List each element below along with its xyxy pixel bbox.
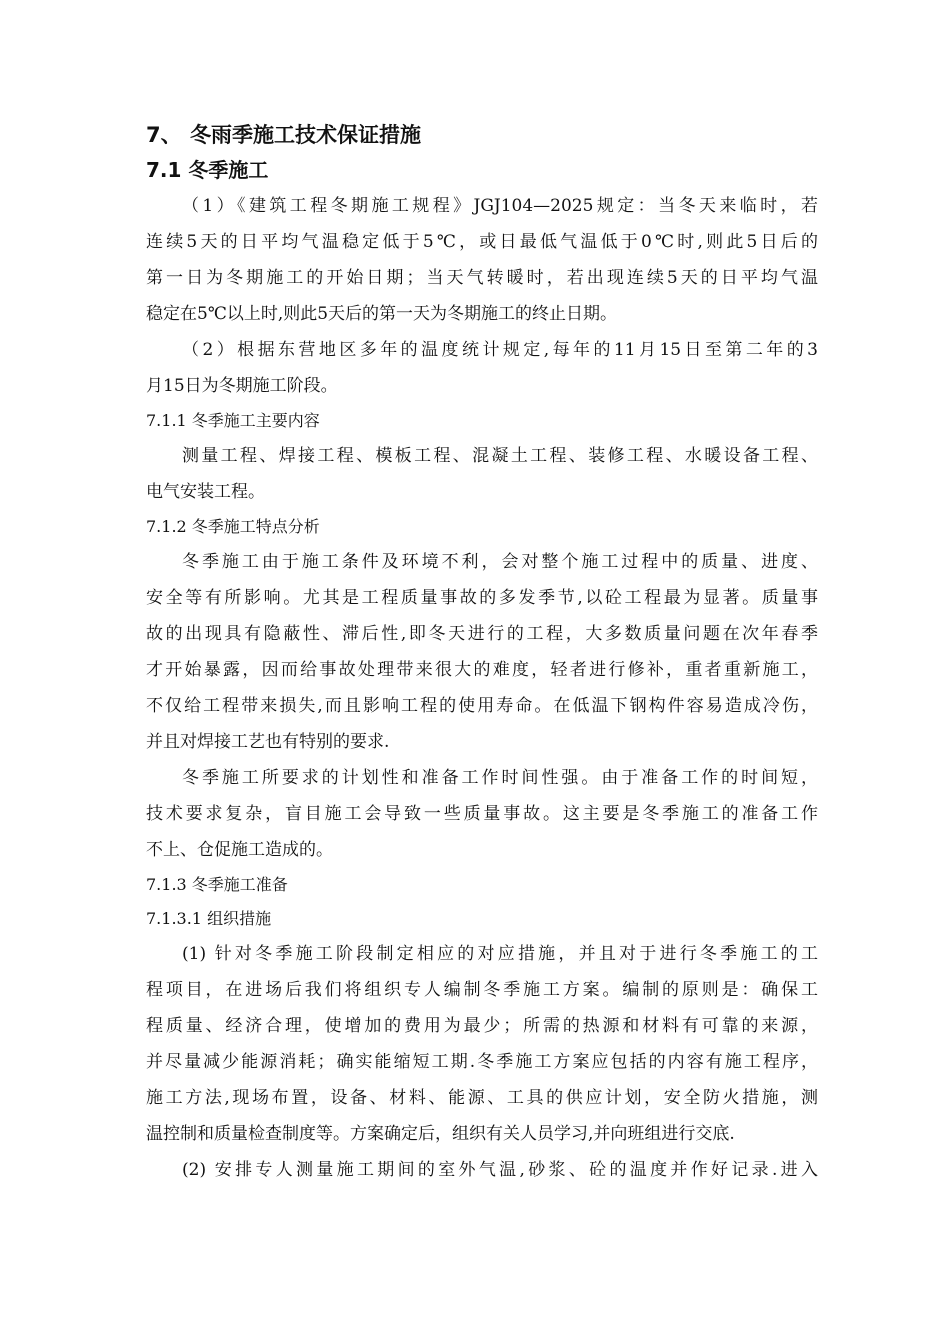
text-line: 第一日为冬期施工的开始日期；当天气转暖时，若出现连续5天的日平均气温 [146,268,818,288]
text-line: 并且对焊接工艺也有特别的要求. [146,732,390,752]
section-7-1-2-heading: 7.1.2 冬季施工特点分析 [146,517,320,536]
paragraph-temperature-recording [146,1152,818,1188]
text-line: 安全等有所影响。尤其是工程质量事故的多发季节,以砼工程最为显著。质量事 [146,588,818,608]
text-line: (2) 安排专人测量施工期间的室外气温,砂浆、砼的温度并作好记录.进入 [182,1160,818,1180]
text-line: 冬季施工所要求的计划性和准备工作时间性强。由于准备工作的时间短， [182,768,818,788]
paragraph-winter-definition [146,188,818,332]
text-line: 测量工程、焊接工程、模板工程、混凝土工程、装修工程、水暖设备工程、 [182,446,818,466]
text-line: 稳定在5℃以上时,则此5天后的第一天为冬期施工的终止日期。 [146,304,618,324]
text-line: 连续5天的日平均气温稳定低于5℃，或日最低气温低于0℃时,则此5日后的 [146,232,818,252]
section-7-1-1-heading: 7.1.1 冬季施工主要内容 [146,411,320,430]
text-line: 温控制和质量检查制度等。方案确定后，组织有关人员学习,并向班组进行交底. [146,1124,735,1144]
text-line: (1) 针对冬季施工阶段制定相应的对应措施，并且对于进行冬季施工的工 [182,944,818,964]
paragraph-characteristics [146,544,818,760]
section-7-heading [146,118,818,152]
text-line: 故的出现具有隐蔽性、滞后性,即冬天进行的工程，大多数质量问题在次年春季 [146,624,818,644]
section-7-1-heading: 7.1 冬季施工 [146,158,269,182]
text-line: 冬季施工由于施工条件及环境不利，会对整个施工过程中的质量、进度、 [182,552,818,572]
paragraph-main-contents [146,438,818,510]
text-line: 技术要求复杂，盲目施工会导致一些质量事故。这主要是冬季施工的准备工作 [146,804,818,824]
document-page [146,118,818,1188]
text-line: 并尽量减少能源消耗；确实能缩短工期.冬季施工方案应包括的内容有施工程序， [146,1052,818,1072]
section-7-title: 冬雨季施工技术保证措施 [190,123,421,147]
paragraph-dongying-period [146,332,818,404]
text-line: 电气安装工程。 [146,482,265,502]
text-line: （2）根据东营地区多年的温度统计规定,每年的11月15日至第二年的3 [182,340,818,360]
text-line: 才开始暴露，因而给事故处理带来很大的难度，轻者进行修补，重者重新施工， [146,660,818,680]
text-line: 不仅给工程带来损失,而且影响工程的使用寿命。在低温下钢构件容易造成冷伤， [146,696,818,716]
text-line: 不上、仓促施工造成的。 [146,840,333,860]
text-line: 程项目，在进场后我们将组织专人编制冬季施工方案。编制的原则是：确保工 [146,980,818,1000]
text-line: 月15日为冬期施工阶段。 [146,376,338,396]
text-line: 程质量、经济合理，使增加的费用为最少；所需的热源和材料有可靠的来源， [146,1016,818,1036]
text-line: （1）《建筑工程冬期施工规程》JGJ104—2025规定：当冬天来临时，若 [182,196,818,216]
paragraph-organization-measures [146,936,818,1152]
text-line: 施工方法,现场布置，设备、材料、能源、工具的供应计划，安全防火措施，测 [146,1088,818,1108]
section-7-number: 7、 [146,123,182,147]
paragraph-planning [146,760,818,868]
section-7-1-3-1-heading: 7.1.3.1 组织措施 [146,909,272,928]
section-7-1-3-heading: 7.1.3 冬季施工准备 [146,875,288,894]
